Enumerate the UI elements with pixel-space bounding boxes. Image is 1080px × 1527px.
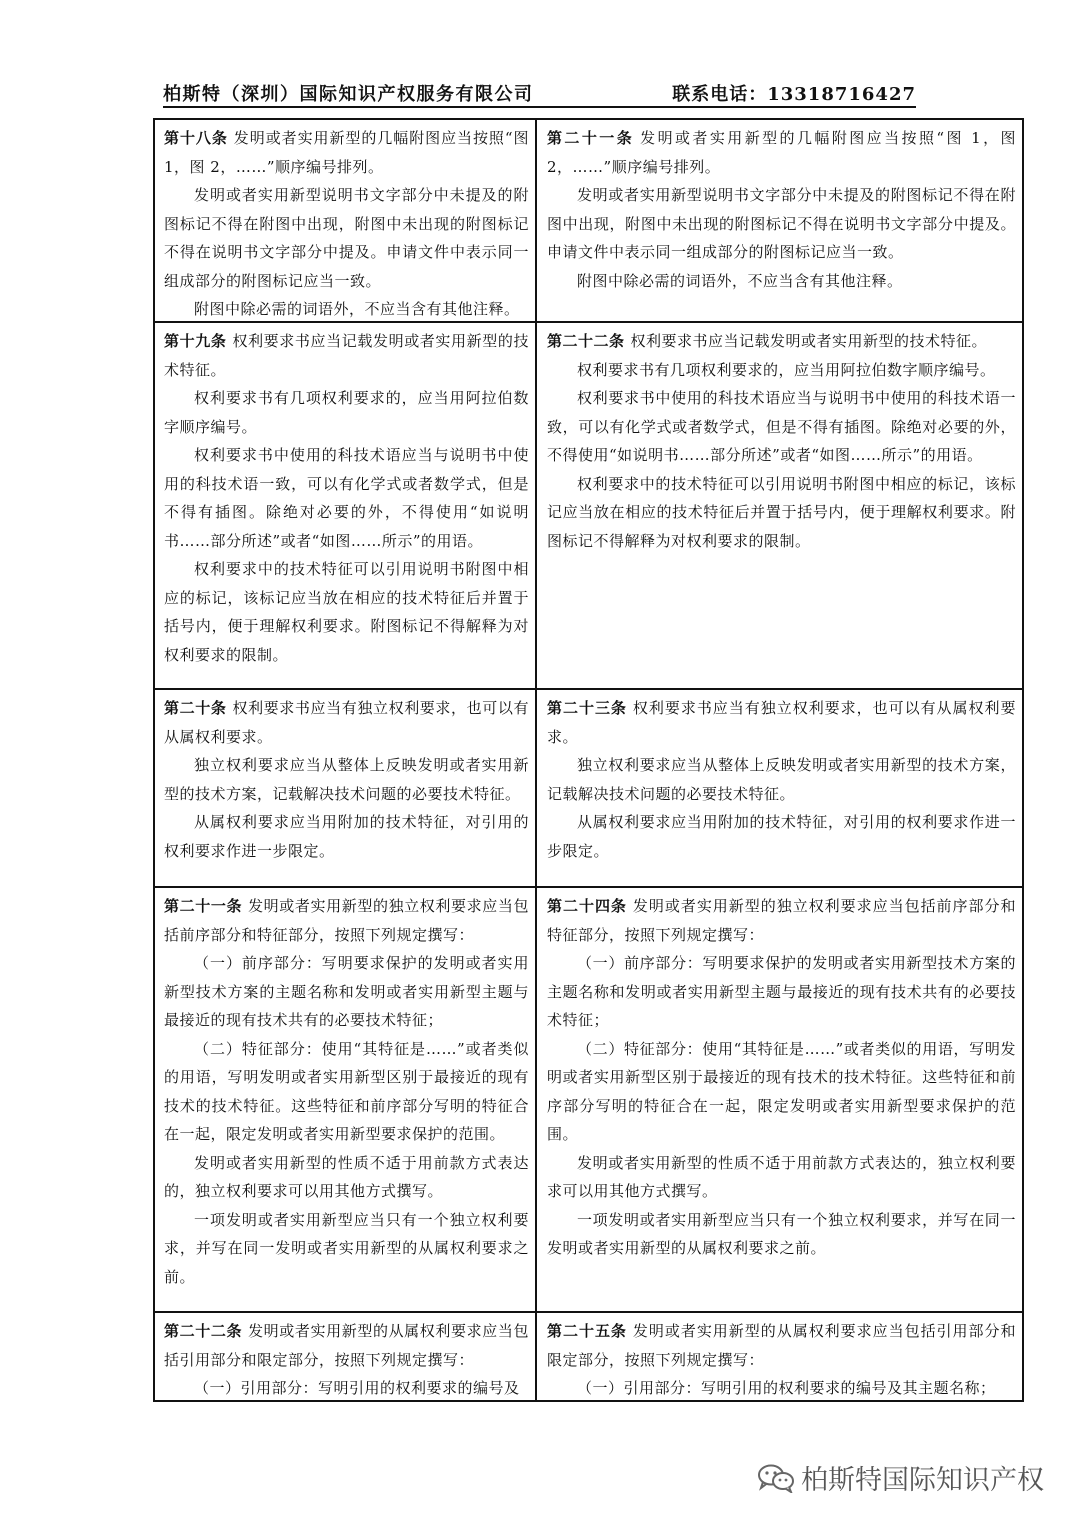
article-text: 附图中除必需的词语外，不应当含有其他注释。: [194, 300, 520, 318]
article-text: 发明或者实用新型的独立权利要求应当包括前序部分和特征部分，按照下列规定撰写：: [164, 897, 529, 944]
new-article-cell: [537, 323, 1022, 688]
page-header: [163, 78, 916, 108]
article-title: 第二十条: [164, 699, 227, 717]
article-paragraph: [547, 181, 1016, 267]
article-text: 独立权利要求应当从整体上反映发明或者实用新型的技术方案，记载解决技术问题的必要技术特征。: [164, 756, 529, 803]
article-paragraph: [547, 384, 1016, 470]
article-paragraph: [547, 1206, 1016, 1263]
table-row: [155, 323, 1022, 690]
article-text: 权利要求中的技术特征可以引用说明书附图中相应的标记，该标记应当放在相应的技术特征后并置于括号内，便于理解权利要求。附图标记不得解释为对权利要求的限制。: [164, 560, 529, 664]
article-paragraph: [547, 949, 1016, 1035]
article-paragraph: [164, 1035, 529, 1149]
article-text: 权利要求书中使用的科技术语应当与说明书中使用的科技术语一致，可以有化学式或者数学式，但是不得有插图。除绝对必要的外，不得使用“如说明书……部分所述”或者“如图……所示”的用语。: [547, 389, 1016, 464]
old-article-cell: [155, 690, 537, 886]
wechat-watermark: [757, 1458, 1044, 1497]
article-text: 发明或者实用新型的几幅附图应当按照“图 1，图 2，……”顺序编号排列。: [547, 129, 1016, 176]
article-paragraph: [547, 694, 1016, 751]
article-text: （一）引用部分：写明引用的权利要求的编号及其主题名称；: [577, 1379, 996, 1397]
article-text: （一）前序部分：写明要求保护的发明或者实用新型技术方案的主题名称和发明或者实用新型主题与最接近的现有技术共有的必要技术特征；: [164, 954, 529, 1029]
article-title: 第二十一条: [164, 897, 243, 915]
article-text: 发明或者实用新型的从属权利要求应当包括引用部分和限定部分，按照下列规定撰写：: [164, 1322, 529, 1369]
article-paragraph: [164, 892, 529, 949]
table-row: [155, 1313, 1022, 1400]
article-text: （二）特征部分：使用“其特征是……”或者类似的用语，写明发明或者实用新型区别于最接近的现有技术的技术特征。这些特征和前序部分写明的特征合在一起，限定发明或者实用新型要求保护的范围。: [547, 1039, 1016, 1143]
article-paragraph: [164, 441, 529, 555]
article-paragraph: [164, 384, 529, 441]
contact-phone: 联系电话：13318716427: [672, 84, 916, 105]
article-text: 发明或者实用新型说明书文字部分中未提及的附图标记不得在附图中出现，附图中未出现的附图标记不得在说明书文字部分中提及。申请文件中表示同一组成部分的附图标记应当一致。: [164, 186, 529, 290]
article-paragraph: [164, 694, 529, 751]
article-paragraph: [164, 1206, 529, 1292]
old-article-cell: [155, 1313, 537, 1400]
article-text: 发明或者实用新型的性质不适于用前款方式表达的，独立权利要求可以用其他方式撰写。: [164, 1153, 529, 1200]
article-title: 第二十一条: [547, 129, 635, 147]
article-paragraph: [164, 124, 529, 181]
article-paragraph: [164, 808, 529, 865]
article-text: 独立权利要求应当从整体上反映发明或者实用新型的技术方案，记载解决技术问题的必要技术特征。: [547, 756, 1016, 803]
article-text: （一）前序部分：写明要求保护的发明或者实用新型技术方案的主题名称和发明或者实用新型主题与最接近的现有技术共有的必要技术特征；: [547, 954, 1016, 1029]
article-paragraph: [164, 1374, 529, 1400]
article-text: 从属权利要求应当用附加的技术特征，对引用的权利要求作进一步限定。: [164, 813, 529, 860]
article-text: 发明或者实用新型的从属权利要求应当包括引用部分和限定部分，按照下列规定撰写：: [547, 1322, 1016, 1369]
article-paragraph: [164, 1149, 529, 1206]
article-paragraph: [547, 1317, 1016, 1374]
article-text: 发明或者实用新型的几幅附图应当按照“图 1，图 2，……”顺序编号排列。: [164, 129, 529, 176]
table-row: [155, 690, 1022, 888]
article-text: 权利要求中的技术特征可以引用说明书附图中相应的标记，该标记应当放在相应的技术特征后并置于括号内，便于理解权利要求。附图标记不得解释为对权利要求的限制。: [547, 474, 1016, 550]
article-text: （二）特征部分：使用“其特征是……”或者类似的用语，写明发明或者实用新型区别于最接近的现有技术的技术特征。这些特征和前序部分写明的特征合在一起，限定发明或者实用新型要求保护的范围。: [164, 1039, 529, 1143]
article-text: 附图中除必需的词语外，不应当含有其他注释。: [577, 271, 903, 290]
article-text: 发明或者实用新型说明书文字部分中未提及的附图标记不得在附图中出现，附图中未出现的附图标记不得在说明书文字部分中提及。申请文件中表示同一组成部分的附图标记应当一致。: [547, 186, 1016, 261]
old-article-cell: [155, 888, 537, 1311]
article-paragraph: [547, 751, 1016, 808]
new-article-cell: [537, 120, 1022, 321]
article-text: 一项发明或者实用新型应当只有一个独立权利要求，并写在同一发明或者实用新型的从属权利要求之前。: [547, 1210, 1016, 1257]
article-text: 发明或者实用新型的独立权利要求应当包括前序部分和特征部分，按照下列规定撰写：: [547, 897, 1016, 944]
article-text: 权利要求书有几项权利要求的，应当用阿拉伯数字顺序编号。: [577, 360, 996, 379]
article-text: 权利要求书中使用的科技术语应当与说明书中使用的科技术语一致，可以有化学式或者数学式，但是不得有插图。除绝对必要的外，不得使用“如说明书……部分所述”或者“如图……所示”的用语。: [164, 446, 529, 550]
table-row: [155, 888, 1022, 1313]
comparison-table: [153, 118, 1024, 1402]
article-paragraph: [547, 356, 1016, 385]
article-paragraph: [547, 1374, 1016, 1400]
article-title: 第二十五条: [547, 1322, 627, 1340]
article-text: 权利要求书应当有独立权利要求，也可以有从属权利要求。: [547, 699, 1016, 746]
article-paragraph: [164, 751, 529, 808]
table-row: [155, 120, 1022, 323]
article-title: 第二十二条: [547, 332, 625, 350]
article-text: 权利要求书应当记载发明或者实用新型的技术特征。: [164, 332, 529, 379]
article-paragraph: [164, 327, 529, 384]
article-paragraph: [547, 267, 1016, 296]
new-article-cell: [537, 690, 1022, 886]
article-paragraph: [547, 808, 1016, 865]
article-text: 发明或者实用新型的性质不适于用前款方式表达的，独立权利要求可以用其他方式撰写。: [547, 1153, 1016, 1200]
article-text: 一项发明或者实用新型应当只有一个独立权利要求，并写在同一发明或者实用新型的从属权利要求之前。: [164, 1210, 529, 1286]
article-title: 第二十四条: [547, 897, 627, 915]
article-paragraph: [164, 1317, 529, 1374]
wechat-icon: [757, 1463, 795, 1493]
article-paragraph: [164, 555, 529, 669]
article-paragraph: [164, 181, 529, 295]
article-paragraph: [547, 1035, 1016, 1149]
article-title: 第十九条: [164, 332, 227, 350]
article-paragraph: [547, 470, 1016, 556]
article-paragraph: [547, 327, 1016, 356]
new-article-cell: [537, 888, 1022, 1311]
old-article-cell: [155, 120, 537, 321]
article-text: 权利要求书应当记载发明或者实用新型的技术特征。: [630, 332, 988, 350]
article-text: （一）引用部分：写明引用的权利要求的编号及: [194, 1379, 520, 1397]
article-text: 从属权利要求应当用附加的技术特征，对引用的权利要求作进一步限定。: [547, 813, 1016, 860]
article-paragraph: [547, 892, 1016, 949]
article-title: 第二十二条: [164, 1322, 243, 1340]
new-article-cell: [537, 1313, 1022, 1400]
old-article-cell: [155, 323, 537, 688]
article-paragraph: [164, 949, 529, 1035]
article-title: 第十八条: [164, 129, 228, 147]
article-text: 权利要求书有几项权利要求的，应当用阿拉伯数字顺序编号。: [164, 389, 529, 436]
watermark-text: 柏斯特国际知识产权: [801, 1465, 1044, 1496]
article-paragraph: [547, 1149, 1016, 1206]
company-name: 柏斯特（深圳）国际知识产权服务有限公司: [163, 84, 534, 105]
article-paragraph: [164, 295, 529, 321]
article-text: 权利要求书应当有独立权利要求，也可以有从属权利要求。: [164, 699, 529, 746]
article-title: 第二十三条: [547, 699, 627, 717]
article-paragraph: [547, 124, 1016, 181]
